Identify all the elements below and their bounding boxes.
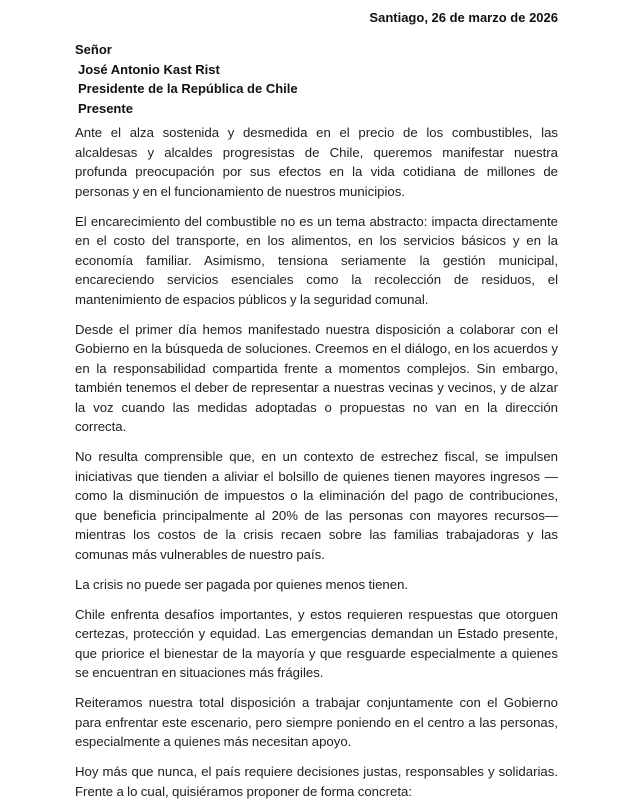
paragraph: El encarecimiento del combustible no es un tema abstracto: impacta directamente en el costo del transporte, en los alimentos, en los servicios básicos y en la economía familiar. Asimismo, tensiona seriamente la gestión municipal, encareciendo servicios esenciales como la recolección de residuos, el mantenimiento de espacios públicos y la seguridad comunal. (75, 213, 558, 307)
paragraph: Ante el alza sostenida y desmedida en el precio de los combustibles, las alcaldesas y alcaldes progresistas de Chile, queremos manifestar nuestra profunda preocupación por sus efectos en la vida cotidiana de millones de personas y en el funcionamiento de nuestros municipios. (75, 125, 558, 199)
recipient-title: Presidente de la República de Chile (78, 81, 298, 96)
paragraph: Desde el primer día hemos manifestado nuestra disposición a colaborar con el Gobierno en la búsqueda de soluciones. Creemos en el diálogo, en los acuerdos y en la responsabilidad compartida frente a momentos complejos. Sin embargo, también tenemos el deber de representar a nuestras vecinas y vecinos, y de alzar la voz cuando las medidas adoptadas o propuestas no van en la dirección correcta. (75, 321, 558, 434)
recipient-presente: Presente (78, 100, 133, 116)
paragraph: Chile enfrenta desafíos importantes, y estos requieren respuestas que otorguen certezas, protección y equidad. Las emergencias demandan un Estado presente, que priorice el bienestar de la mayoría y que resguarde especialmente a quienes se encuentran en situaciones más frágiles. (75, 606, 558, 680)
recipient-salutation: Señor (75, 42, 112, 57)
recipient-name: José Antonio Kast Rist (78, 61, 220, 77)
recipient-address (75, 40, 298, 118)
letter-body (75, 123, 558, 812)
paragraph: La crisis no puede ser pagada por quienes menos tienen. (75, 576, 409, 592)
letter-date: Santiago, 26 de marzo de 2026 (369, 10, 558, 25)
paragraph: Hoy más que nunca, el país requiere decisiones justas, responsables y solidarias. Frente a lo cual, quisiéramos proponer de forma concreta: (75, 764, 558, 799)
paragraph: Reiteramos nuestra total disposición a trabajar conjuntamente con el Gobierno para enfrentar este escenario, pero siempre poniendo en el centro a las personas, especialmente a quienes más necesitan apoyo. (75, 695, 558, 749)
paragraph: No resulta comprensible que, en un contexto de estrechez fiscal, se impulsen iniciativas que tienden a aliviar el bolsillo de quienes tienen mayores ingresos —como la disminución de impuestos o la eliminación del pago de contribuciones, que beneficia principalmente al 20% de las personas con mayores recursos— mientras los costos de la crisis recaen sobre las familias trabajadoras y las comunas más vulnerables de nuestro país. (75, 449, 558, 562)
